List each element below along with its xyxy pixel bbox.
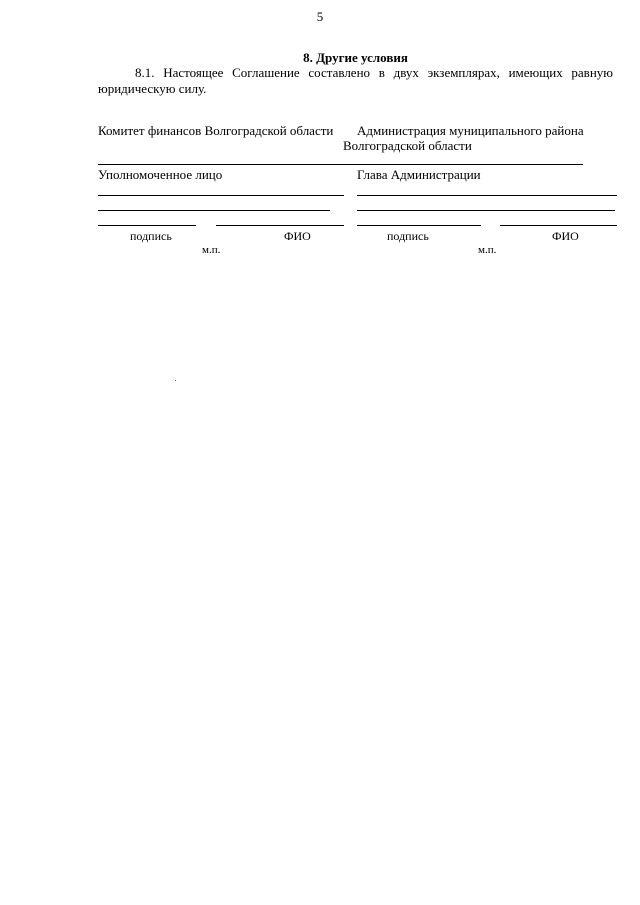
- right-name-line: [500, 225, 617, 226]
- left-signature-line: [98, 225, 196, 226]
- left-signature-label: подпись: [130, 229, 172, 243]
- right-name-label: ФИО: [552, 229, 579, 243]
- left-rep-line-2: [98, 210, 330, 211]
- right-party-organization-line1: Администрация муниципального района: [357, 123, 584, 138]
- right-party-organization-line2: Волгоградской области: [343, 138, 472, 153]
- section-paragraph: 8.1. Настоящее Соглашение составлено в двух экземплярах, имеющих равную юридическую силу.: [98, 65, 613, 96]
- left-name-line: [216, 225, 344, 226]
- right-org-signature-line: [343, 164, 583, 165]
- page-number: 5: [316, 9, 324, 24]
- left-org-signature-line: [98, 164, 344, 165]
- scan-speck: [175, 380, 176, 381]
- left-party-representative: Уполномоченное лицо: [98, 167, 223, 182]
- right-signature-label: подпись: [387, 229, 429, 243]
- left-name-label: ФИО: [284, 229, 311, 243]
- right-rep-line-2: [357, 210, 615, 211]
- section-title: 8. Другие условия: [303, 50, 408, 65]
- right-signature-line: [357, 225, 481, 226]
- left-rep-line-1: [98, 195, 344, 196]
- right-party-representative: Глава Администрации: [357, 167, 481, 182]
- left-stamp-label: м.п.: [202, 244, 221, 256]
- right-stamp-label: м.п.: [478, 244, 497, 256]
- left-party-organization: Комитет финансов Волгоградской области: [98, 123, 334, 138]
- right-rep-line-1: [357, 195, 617, 196]
